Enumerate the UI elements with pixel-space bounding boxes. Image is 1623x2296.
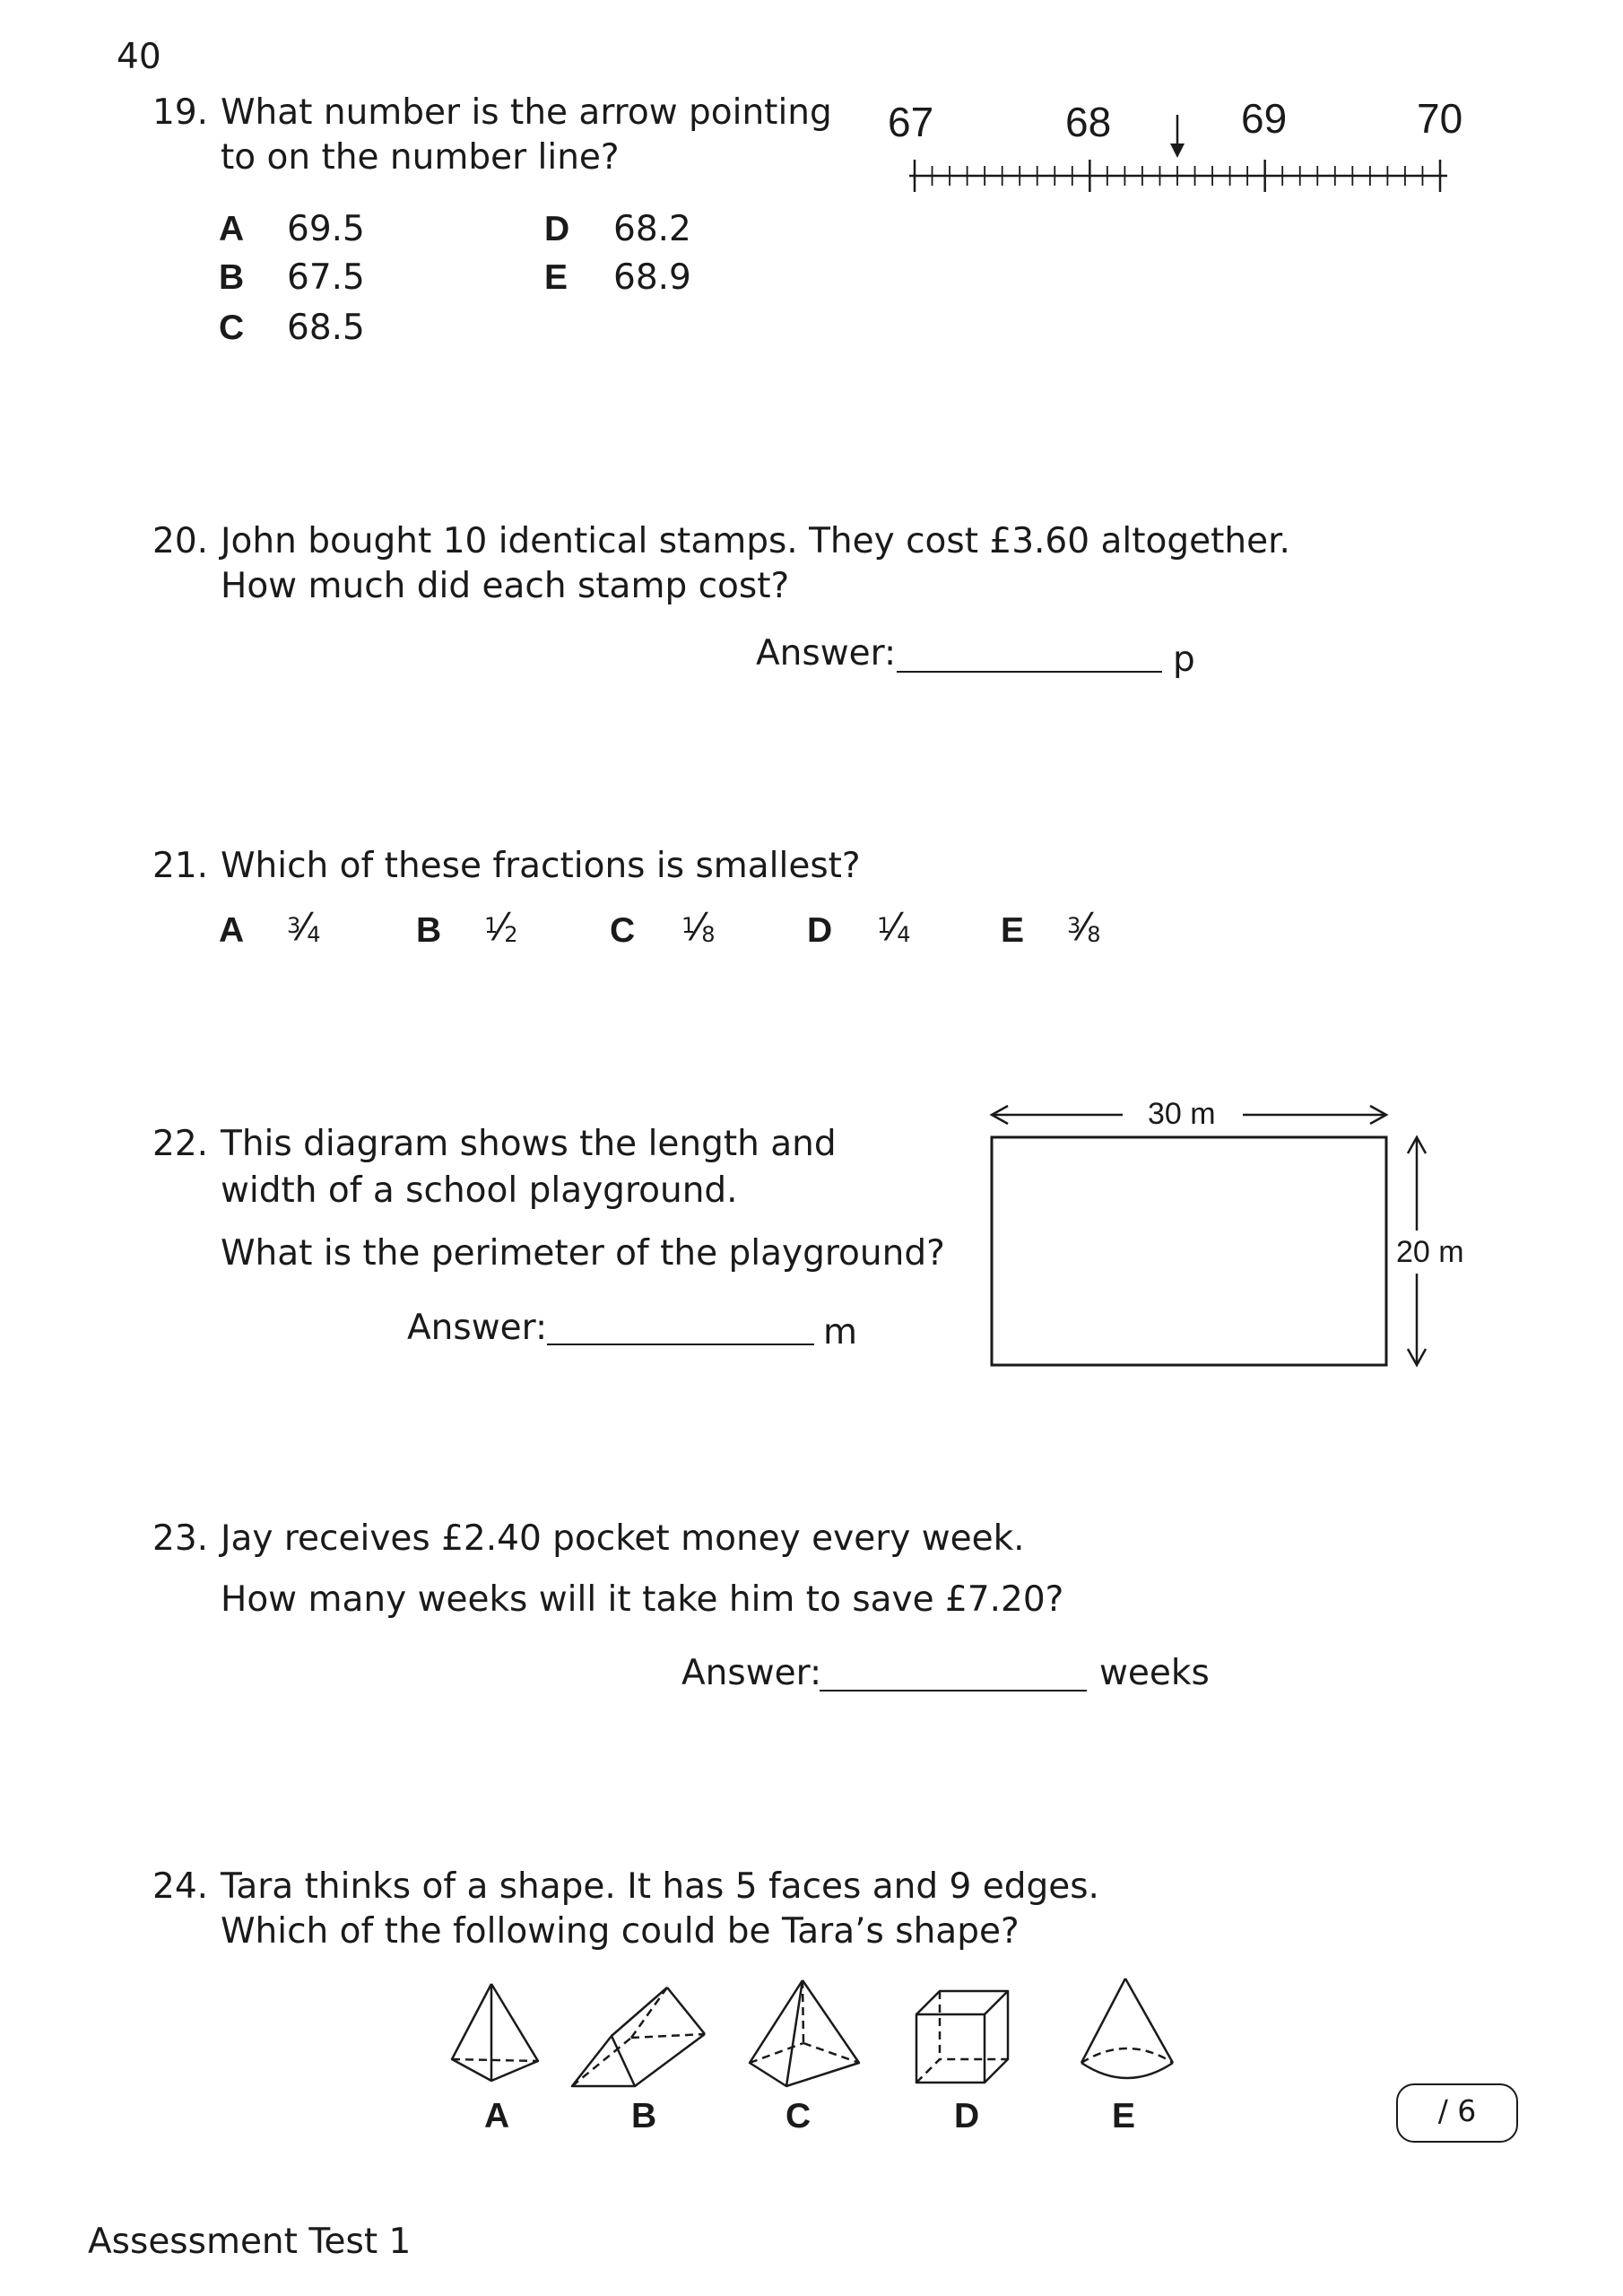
option-letter[interactable]: E (1001, 911, 1025, 950)
question-text: What number is the arrow pointing (221, 92, 832, 133)
option-value: 69.5 (287, 209, 365, 249)
option-fraction: $^1⁄_2$ (484, 905, 518, 949)
option-value: 67.5 (287, 257, 365, 298)
number-line-label: 70 (1417, 95, 1463, 142)
answer-label: Answer: (756, 633, 897, 674)
question-text: Which of these fractions is smallest? (221, 846, 861, 886)
number-line-label: 67 (888, 99, 934, 145)
length-label: 30 m (1148, 1097, 1216, 1131)
answer-label: Answer: (407, 1308, 548, 1348)
option-letter[interactable]: D (544, 210, 570, 248)
question-number: 24. (152, 1866, 209, 1907)
shape-letter[interactable]: D (954, 2097, 980, 2135)
shape-letter[interactable]: E (1112, 2097, 1136, 2135)
width-label: 20 m (1396, 1235, 1464, 1269)
question-text: How many weeks will it take him to save £7.20? (221, 1579, 1064, 1620)
option-fraction: $^3⁄_4$ (287, 905, 321, 949)
option-letter[interactable]: D (807, 911, 833, 950)
answer-label: Answer: (681, 1653, 822, 1693)
score-label: / 6 (1437, 2093, 1477, 2128)
option-value: 68.2 (613, 209, 691, 249)
question-text: This diagram shows the length and (221, 1124, 837, 1164)
question-text: Jay receives £2.40 pocket money every week. (221, 1518, 1025, 1559)
option-letter[interactable]: B (416, 911, 442, 950)
option-fraction: $^1⁄_4$ (877, 905, 911, 949)
question-number: 22. (152, 1124, 209, 1164)
option-fraction: $^3⁄_8$ (1067, 905, 1101, 949)
option-letter[interactable]: A (219, 911, 245, 950)
question-text: Tara thinks of a shape. It has 5 faces and 9 edges. (221, 1866, 1099, 1907)
cube-icon[interactable] (916, 1991, 1008, 2083)
answer-unit: p (1173, 639, 1195, 680)
square-pyramid-icon[interactable] (750, 1980, 859, 2086)
number-line-label: 69 (1241, 95, 1288, 142)
option-value: 68.9 (613, 257, 691, 298)
question-text: width of a school playground. (221, 1170, 738, 1211)
number-line-label: 68 (1065, 99, 1112, 145)
option-fraction: $^1⁄_8$ (681, 905, 716, 949)
question-number: 23. (152, 1518, 209, 1559)
triangular-prism-icon[interactable] (572, 1987, 705, 2086)
shape-letter[interactable]: A (484, 2097, 510, 2135)
option-letter[interactable]: E (544, 258, 568, 297)
shape-letter[interactable]: B (631, 2097, 657, 2135)
option-letter[interactable]: B (219, 258, 245, 297)
question-number: 19. (152, 92, 209, 133)
option-value: 68.5 (287, 308, 365, 348)
question-text: to on the number line? (221, 137, 620, 178)
question-text: Which of the following could be Tara’s shape? (221, 1911, 1020, 1952)
cone-icon[interactable] (1081, 1979, 1173, 2078)
question-text: How much did each stamp cost? (221, 566, 790, 606)
question-text: John bought 10 identical stamps. They cost £3.60 altogether. (221, 521, 1290, 561)
question-text: What is the perimeter of the playground? (221, 1233, 945, 1274)
question-number: 21. (152, 846, 209, 886)
answer-unit: m (823, 1312, 857, 1352)
option-letter[interactable]: C (610, 911, 636, 950)
shape-letter[interactable]: C (785, 2097, 812, 2135)
question-number: 20. (152, 521, 209, 561)
triangular-pyramid-icon[interactable] (452, 1984, 538, 2081)
score-box (1396, 2083, 1518, 2143)
option-letter[interactable]: A (219, 210, 245, 248)
page-number: 40 (117, 37, 161, 77)
answer-unit: weeks (1099, 1653, 1210, 1693)
option-letter[interactable]: C (219, 309, 245, 347)
footer-text: Assessment Test 1 (88, 2222, 412, 2262)
